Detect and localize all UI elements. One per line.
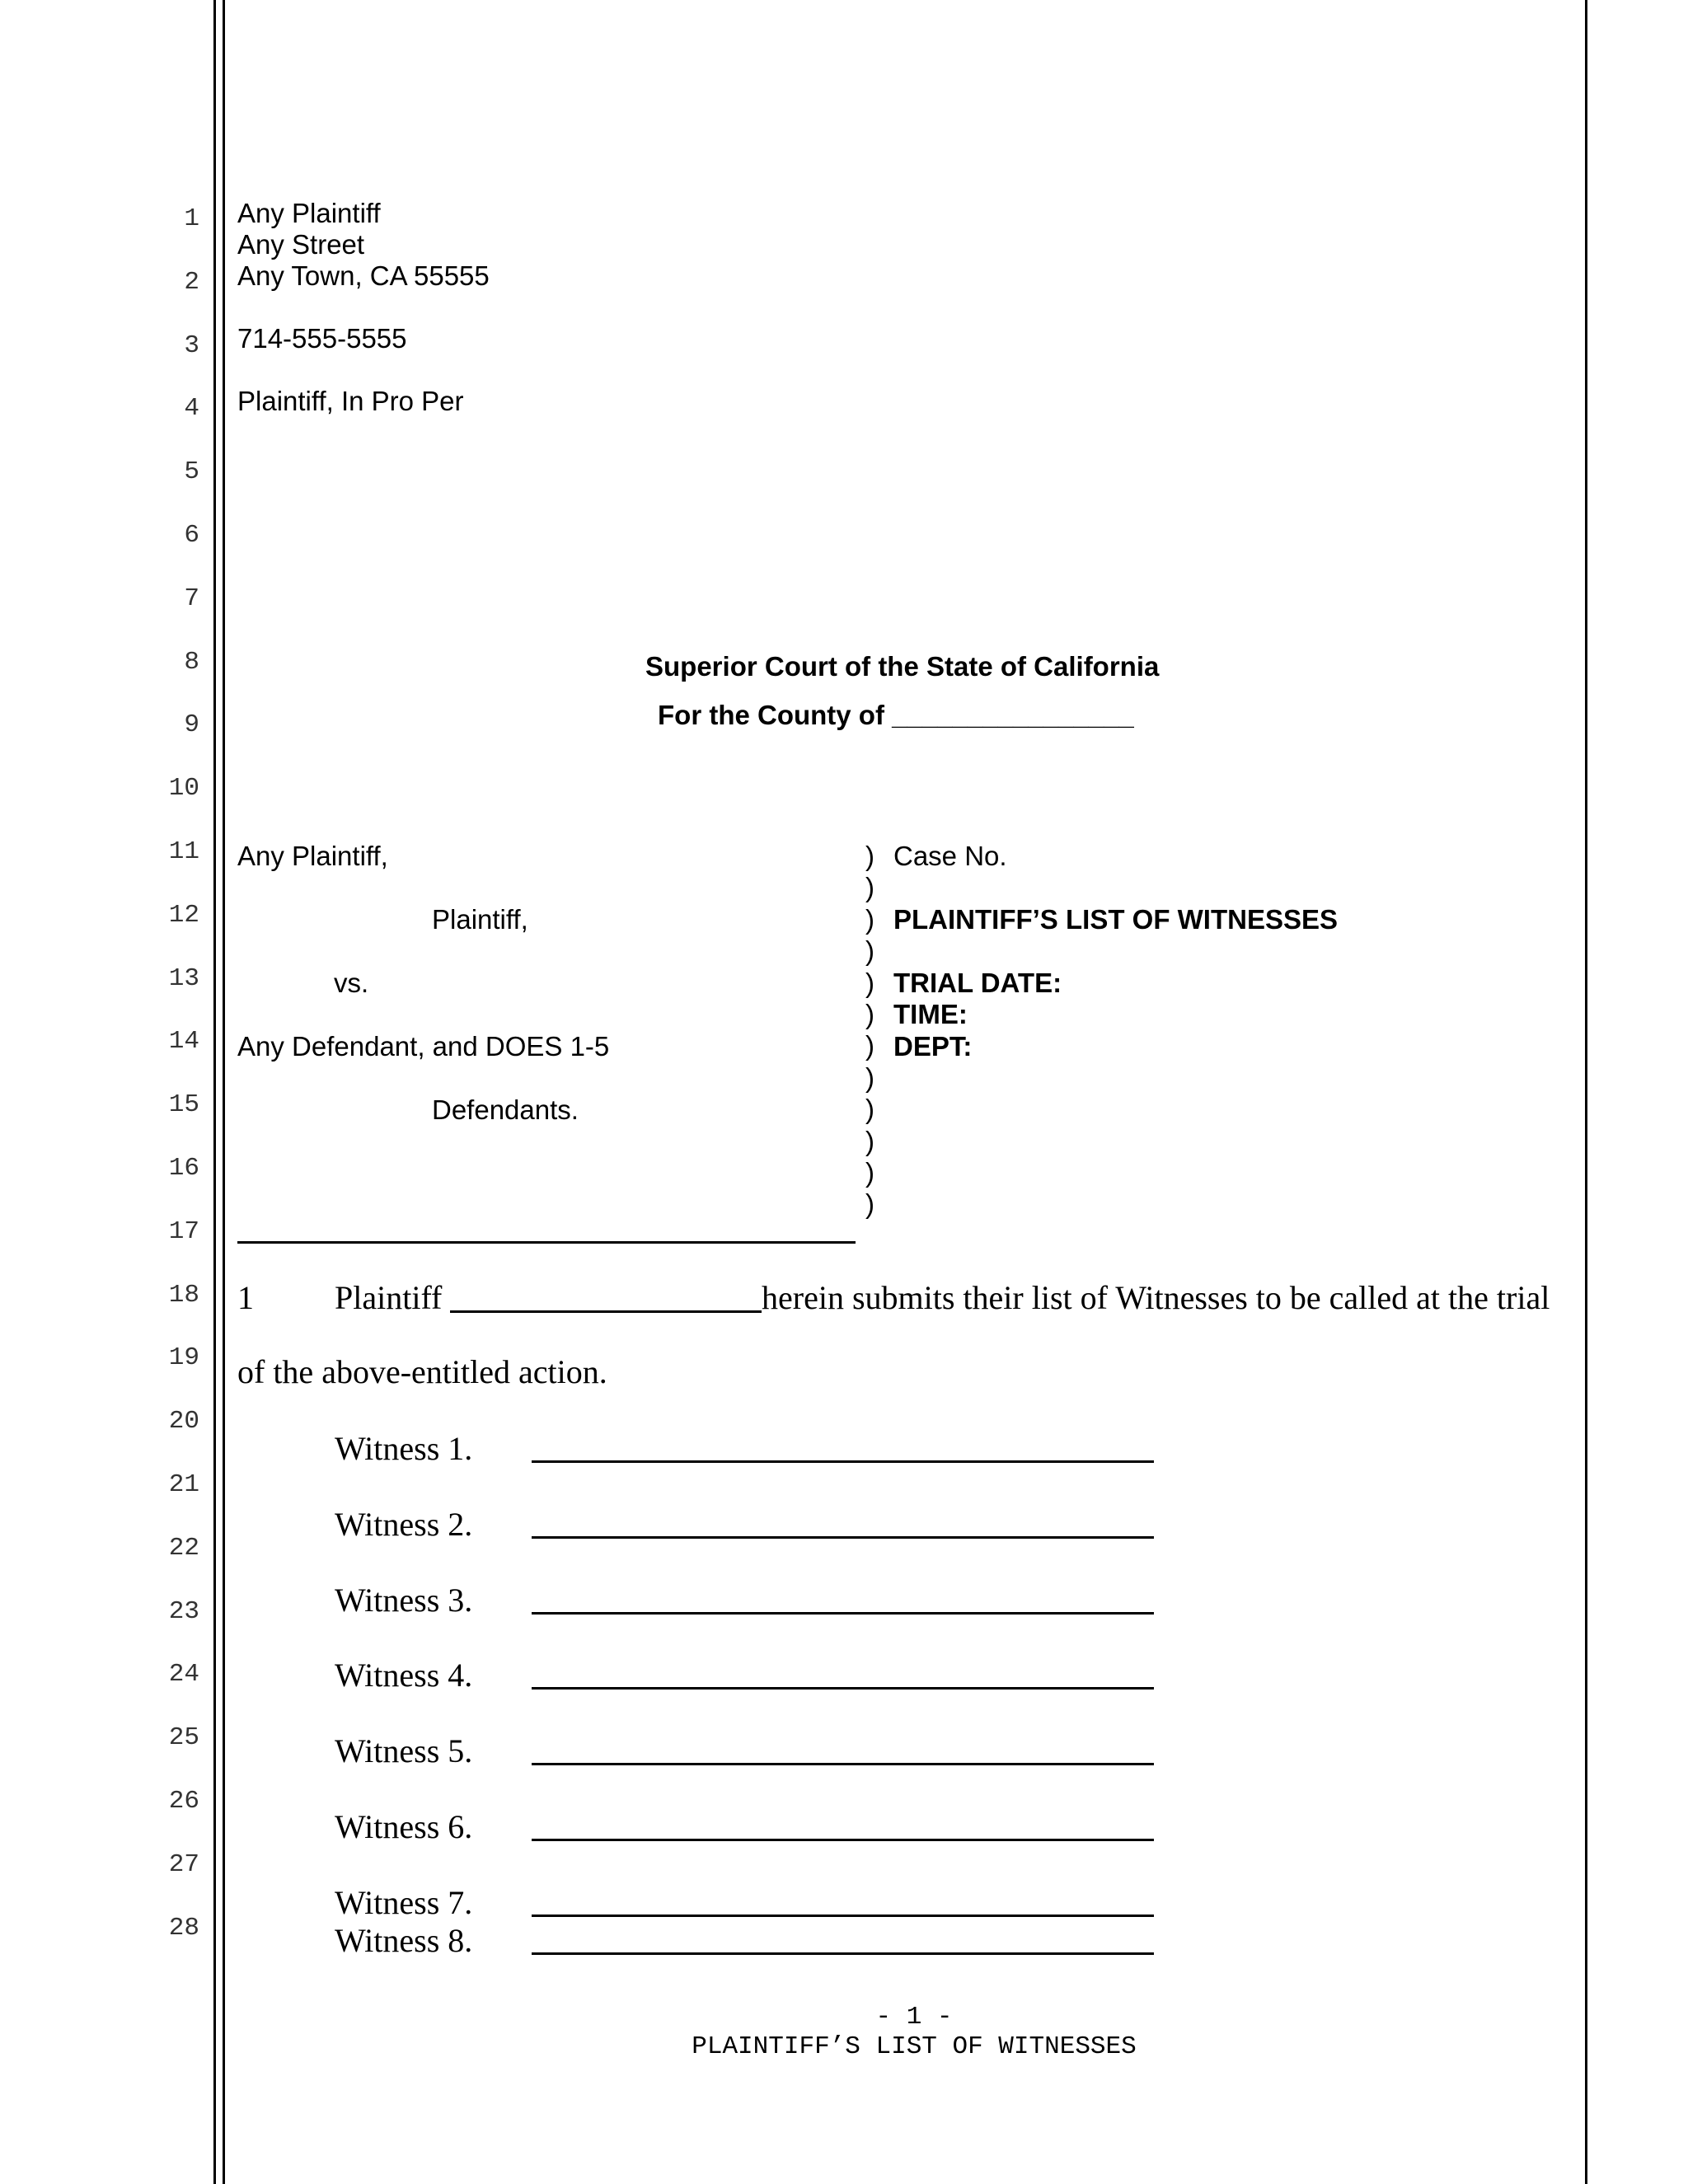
page-number: - 1 - [875, 2003, 953, 2032]
court-title: Superior Court of the State of California [645, 651, 1160, 682]
witness-name-blank[interactable] [532, 1952, 1154, 1955]
right-margin-rule [1585, 0, 1587, 2184]
witness-name-blank[interactable] [532, 1536, 1154, 1539]
caption-paren: ) [865, 1188, 874, 1220]
left-margin-rule-inner [223, 0, 225, 2184]
case-number-label: Case No. [893, 841, 1007, 871]
footer-title: PLAINTIFF’S LIST OF WITNESSES [692, 2032, 1137, 2061]
plaintiff-word: Plaintiff [335, 1279, 443, 1316]
witness-label: Witness 3. [335, 1582, 473, 1619]
line-number: 26 [168, 1787, 199, 1816]
header-city: Any Town, CA 55555 [237, 260, 490, 291]
line-number: 9 [184, 710, 199, 740]
caption-paren: ) [865, 1030, 874, 1062]
line-number: 8 [184, 647, 199, 677]
witness-name-blank[interactable] [532, 1915, 1154, 1917]
line-number: 4 [184, 394, 199, 424]
caption-paren: ) [865, 935, 874, 967]
line-number: 3 [184, 330, 199, 360]
line-number: 11 [168, 837, 199, 866]
line-number: 25 [168, 1723, 199, 1753]
caption-vs: vs. [334, 968, 369, 998]
witness-label: Witness 4. [335, 1657, 473, 1694]
line-number: 15 [168, 1090, 199, 1120]
caption-paren: ) [865, 841, 874, 871]
caption-paren: ) [865, 999, 874, 1029]
line-number: 7 [184, 583, 199, 613]
line-number: 27 [168, 1849, 199, 1879]
caption-paren: ) [865, 872, 874, 903]
line-number: 19 [168, 1343, 199, 1373]
caption-plaintiff-name: Any Plaintiff, [237, 841, 388, 871]
header-phone: 714-555-5555 [237, 323, 407, 354]
header-name: Any Plaintiff [237, 198, 381, 228]
header-role: Plaintiff, In Pro Per [237, 386, 464, 416]
header-street: Any Street [237, 229, 365, 260]
line-number: 23 [168, 1596, 199, 1626]
caption-paren: ) [865, 1094, 874, 1125]
witness-name-blank[interactable] [532, 1839, 1154, 1841]
caption-defendant-name: Any Defendant, and DOES 1-5 [237, 1031, 610, 1062]
witness-label: Witness 2. [335, 1506, 473, 1543]
submits-text: herein submits their list of Witnesses to be called at the trial [762, 1279, 1550, 1316]
line-number: 2 [184, 267, 199, 297]
line-number: 16 [168, 1154, 199, 1183]
line-number: 5 [184, 457, 199, 487]
caption-paren: ) [865, 1157, 874, 1188]
line-number: 20 [168, 1407, 199, 1436]
document-title: PLAINTIFF’S LIST OF WITNESSES [893, 904, 1339, 935]
witness-label: Witness 6. [335, 1808, 473, 1845]
line-number: 17 [168, 1216, 199, 1246]
continuation-text: of the above-entitled action. [237, 1353, 607, 1390]
line-number: 14 [168, 1027, 199, 1057]
line-number: 22 [168, 1533, 199, 1563]
line-number: 18 [168, 1280, 199, 1310]
witness-label: Witness 5. [335, 1732, 473, 1769]
time-label: TIME: [893, 999, 968, 1029]
witness-label: Witness 7. [335, 1884, 473, 1921]
line-number: 21 [168, 1470, 199, 1499]
caption-paren: ) [865, 903, 874, 935]
caption-paren: ) [865, 1125, 874, 1156]
caption-paren: ) [865, 967, 874, 998]
left-margin-rule-outer [213, 0, 216, 2184]
line-number: 12 [168, 900, 199, 930]
trial-date-label: TRIAL DATE: [893, 968, 1062, 998]
line-number: 1 [184, 204, 199, 233]
dept-label: DEPT: [893, 1031, 973, 1062]
witness-label: Witness 1. [335, 1430, 473, 1467]
witness-label: Witness 8. [335, 1922, 473, 1959]
witness-name-blank[interactable] [532, 1687, 1154, 1690]
court-county: For the County of ________________ [658, 700, 1134, 730]
line-number: 24 [168, 1660, 199, 1690]
line-number: 10 [168, 774, 199, 804]
line-number: 13 [168, 963, 199, 993]
line-number: 6 [184, 521, 199, 550]
witness-name-blank[interactable] [532, 1460, 1154, 1463]
witness-name-blank[interactable] [532, 1763, 1154, 1765]
witness-name-blank[interactable] [532, 1612, 1154, 1615]
caption-paren: ) [865, 1062, 874, 1093]
caption-underline [237, 1241, 856, 1244]
paragraph-number: 1 [237, 1279, 254, 1316]
caption-defendant-label: Defendants. [432, 1094, 579, 1125]
line-number: 28 [168, 1913, 199, 1943]
plaintiff-name-blank [450, 1310, 762, 1313]
caption-plaintiff-label: Plaintiff, [432, 904, 528, 935]
